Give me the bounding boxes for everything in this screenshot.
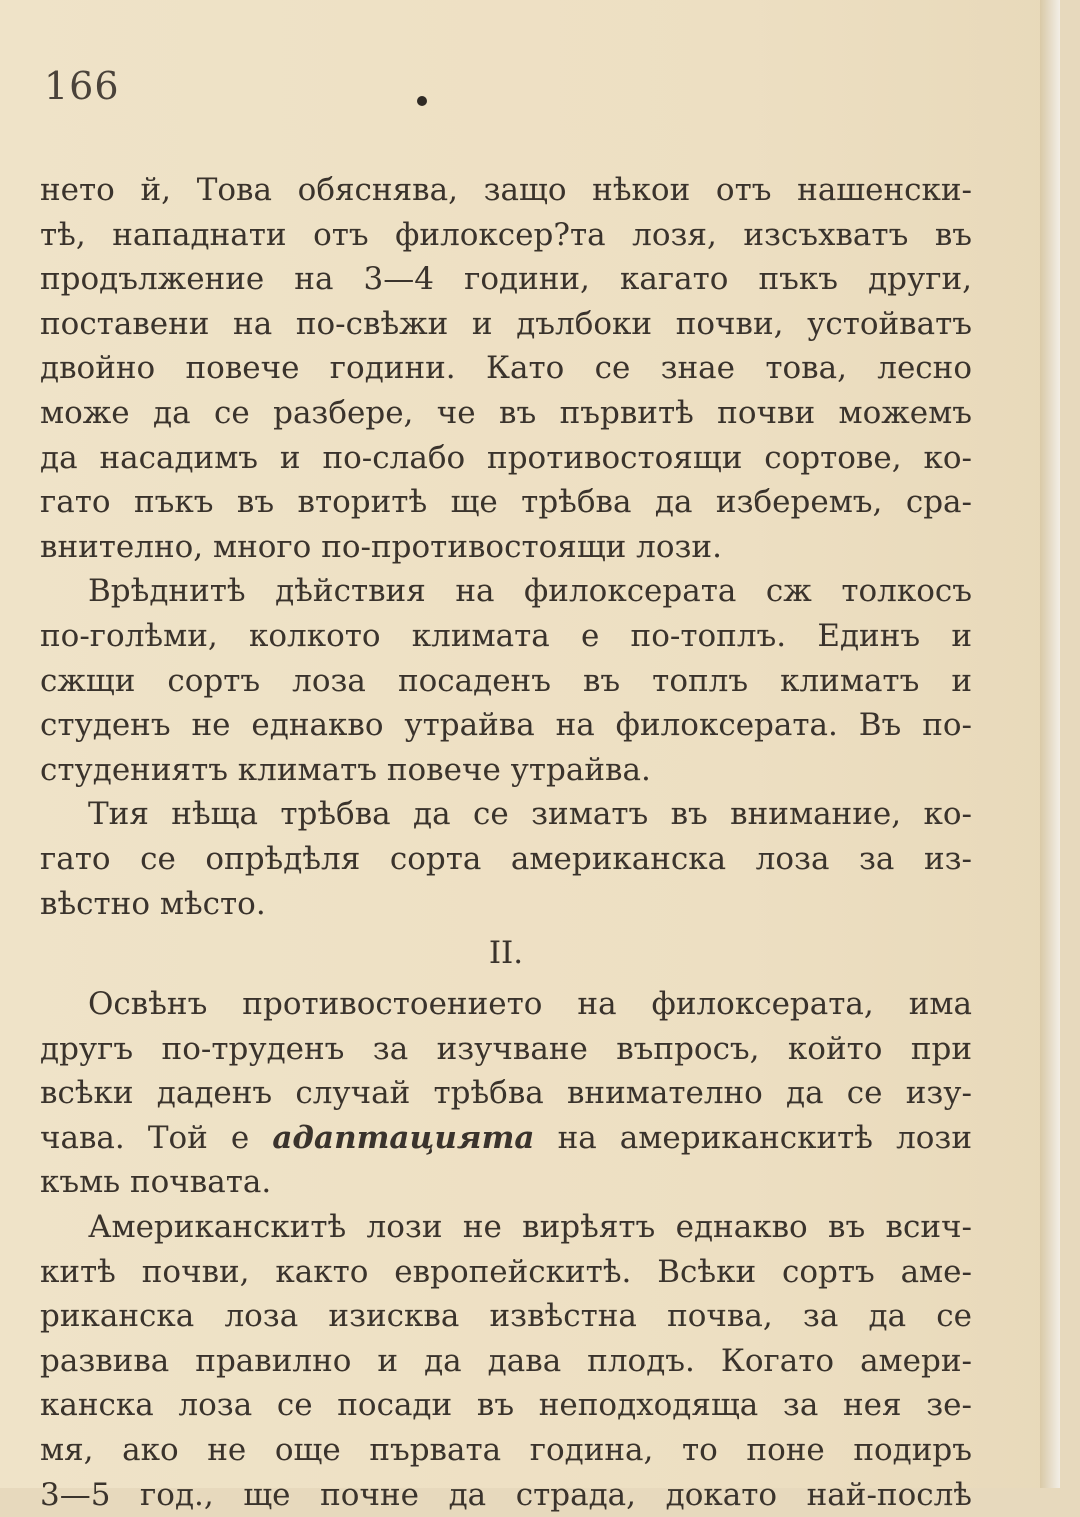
- page-edge: [1040, 0, 1060, 1488]
- text-line: риканска лоза изисква извѣстна почва, за да се: [40, 1298, 972, 1335]
- emphasized-term: адаптацията: [272, 1119, 535, 1156]
- text-line: студенъ не еднакво утрайва на филоксерата. Въ по-: [40, 707, 972, 744]
- text-line: сжщи сортъ лоза посаденъ въ топлъ климатъ и: [40, 662, 972, 699]
- text-line: продължение на 3—4 години, кагато пъкъ други,: [40, 261, 972, 298]
- text-segment: чава. Той е: [40, 1119, 273, 1156]
- section-heading: II.: [488, 935, 524, 972]
- text-line: тѣ, нападнати отъ филоксер?та лозя, изсъхватъ въ: [40, 216, 972, 253]
- text-line-with-emphasis: [40, 1116, 972, 1161]
- text-line: Врѣднитѣ дѣйствия на филоксерата сж толкосъ: [88, 573, 972, 610]
- text-line: Освѣнъ противостоението на филоксерата, има: [88, 986, 972, 1023]
- body-text: [40, 168, 972, 1517]
- text-line: поставени на по-свѣжи и дълбоки почви, устойватъ: [40, 305, 972, 342]
- text-line: 3—5 год., ще почне да страда, докато най-послѣ: [40, 1476, 972, 1513]
- text-segment: на американскитѣ лози: [534, 1119, 972, 1156]
- text-line: канска лоза се посади въ неподходяща за нея зе-: [40, 1387, 972, 1424]
- text-line: нето й, Това обяснява, защо нѣкои отъ нашенски-: [40, 172, 972, 208]
- paragraph-1: [40, 168, 972, 569]
- text-line: другъ по-труденъ за изучване въпросъ, който при: [40, 1030, 972, 1067]
- text-line: вѣстно мѣсто.: [40, 885, 266, 922]
- paragraph-5: [40, 1205, 972, 1517]
- text-line: двойно повече години. Като се знае това, лесно: [40, 350, 972, 387]
- text-line: по-голѣми, колкото климата е по-топлъ. Единъ и: [40, 617, 972, 654]
- paragraph-4: [40, 982, 972, 1205]
- text-line: гато пъкъ въ вторитѣ ще трѣбва да изберемъ, сра-: [40, 484, 972, 521]
- paragraph-3: [40, 792, 972, 926]
- text-line: развива правилно и да дава плодъ. Когато амери-: [40, 1342, 972, 1379]
- text-line: Тия нѣща трѣбва да се зиматъ въ внимание, ко-: [88, 796, 972, 833]
- ink-dot: [417, 96, 427, 106]
- text-line: мя, ако не още първата година, то поне подиръ: [40, 1432, 972, 1469]
- text-line: внително, много по-противостоящи лози.: [40, 528, 722, 565]
- text-line: Американскитѣ лози не вирѣятъ еднакво въ всич-: [88, 1209, 972, 1246]
- text-line: всѣки даденъ случай трѣбва внимателно да се изу-: [40, 1075, 972, 1112]
- text-line: може да се разбере, че въ първитѣ почви можемъ: [40, 394, 972, 431]
- text-line: китѣ почви, както европейскитѣ. Всѣки сортъ аме-: [40, 1253, 972, 1290]
- paragraph-2: [40, 569, 972, 792]
- text-line: студениятъ климатъ повече утрайва.: [40, 751, 651, 788]
- text-line: къмь почвата.: [40, 1164, 272, 1201]
- text-line: гато се опрѣдѣля сорта американска лоза за из-: [40, 840, 972, 877]
- text-line: да насадимъ и по-слабо противостоящи сортове, ко-: [40, 439, 972, 476]
- page-number: 166: [44, 64, 120, 108]
